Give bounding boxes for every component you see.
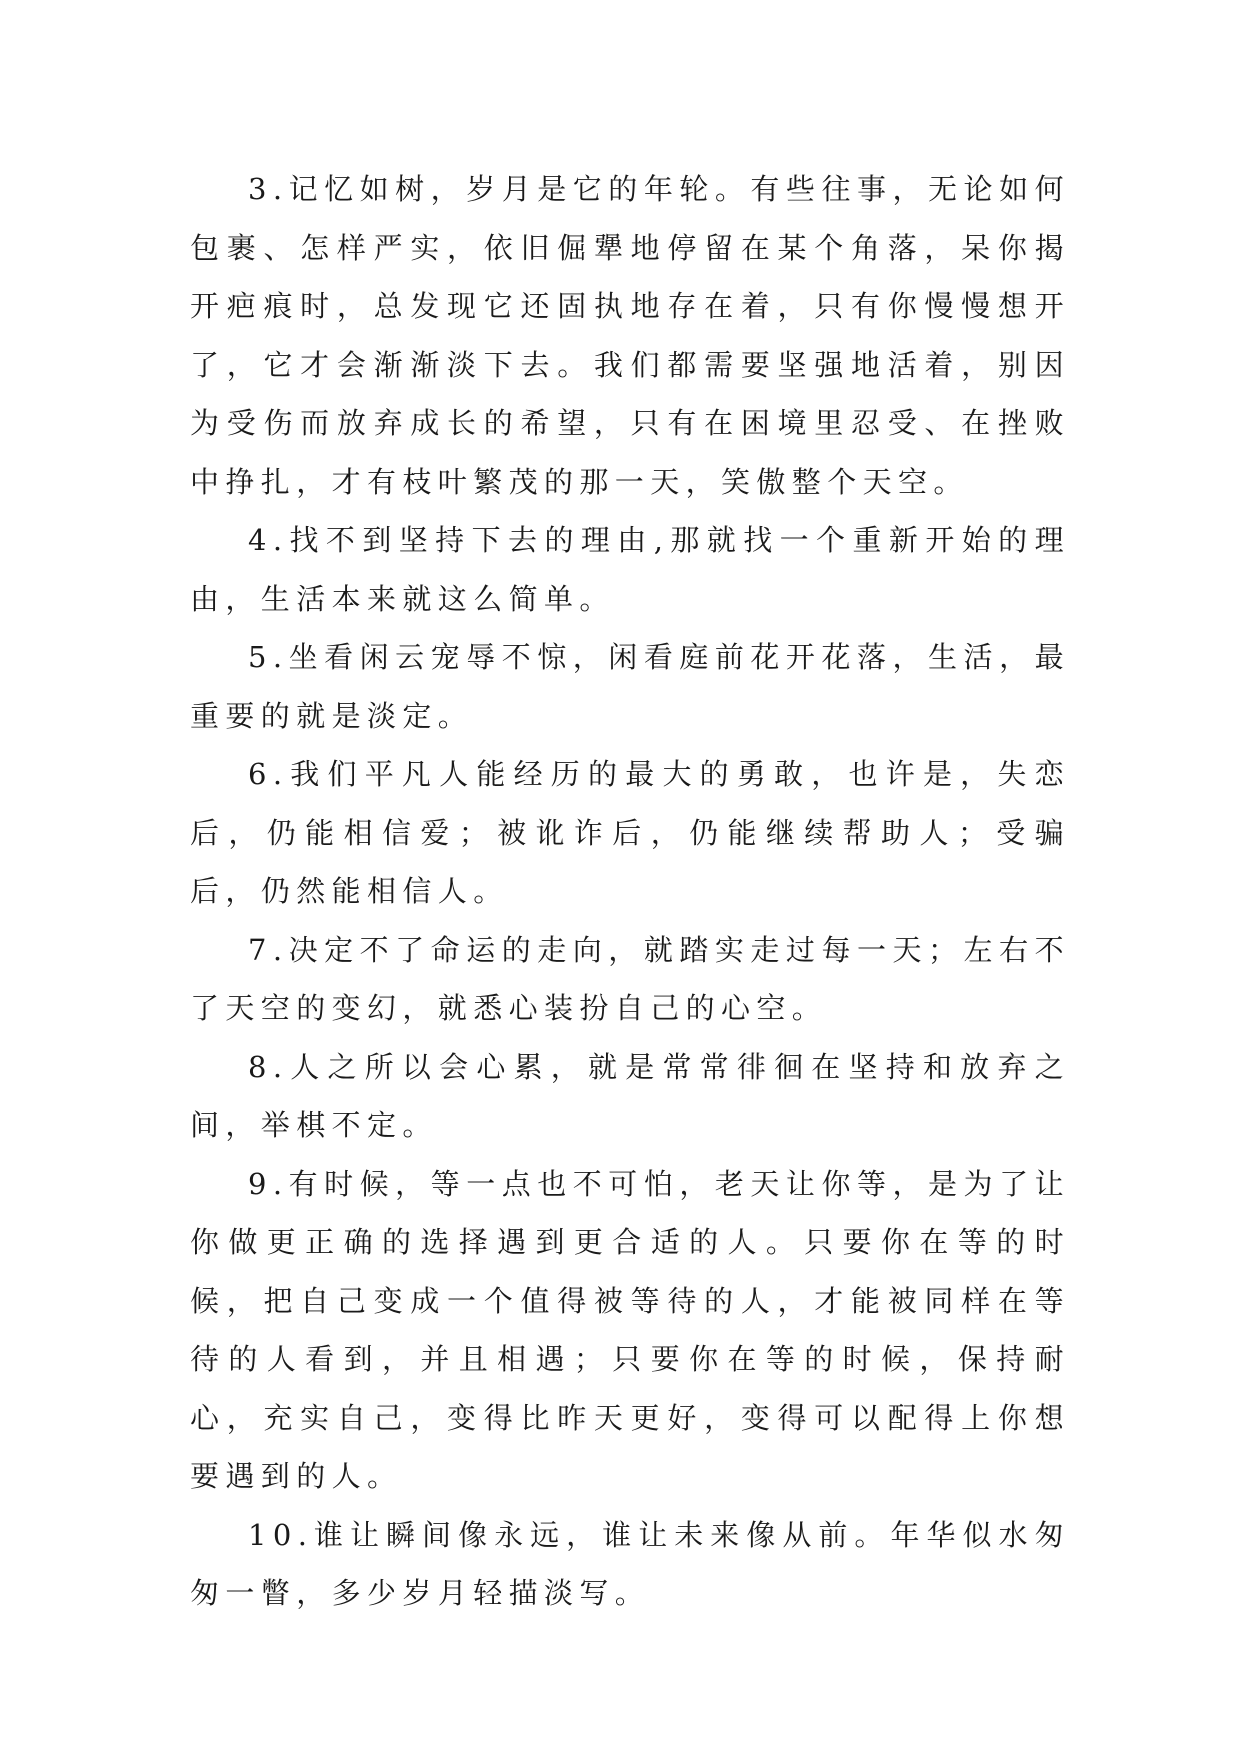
- paragraph-5: 5.坐看闲云宠辱不惊，闲看庭前花开花落，生活，最重要的就是淡定。: [190, 640, 1070, 733]
- paragraph-8: 8.人之所以会心累，就是常常徘徊在坚持和放弃之间，举棋不定。: [190, 1049, 1070, 1142]
- paragraph-3: 3.记忆如树，岁月是它的年轮。有些往事，无论如何包裹、怎样严实，依旧倔犟地停留在某个角落，呆你揭开疤痕时，总发现它还固执地存在着，只有你慢慢想开了，它才会渐渐淡下去。我们都需要坚强地活着，别因为受伤而放弃成长的希望，只有在困境里忍受、在挫败中挣扎，才有枝叶繁茂的那一天，笑傲整个天空。: [190, 172, 1070, 499]
- paragraph-9: 9.有时候，等一点也不可怕，老天让你等，是为了让你做更正确的选择遇到更合适的人。只要你在等的时候，把自己变成一个值得被等待的人，才能被同样在等待的人看到，并且相遇；只要你在等的时候，保持耐心，充实自己，变得比昨天更好，变得可以配得上你想要遇到的人。: [190, 1166, 1070, 1493]
- paragraph-7: 7.决定不了命运的走向，就踏实走过每一天；左右不了天空的变幻，就悉心装扮自己的心空。: [190, 932, 1070, 1025]
- paragraph-10: 10.谁让瞬间像永远，谁让未来像从前。年华似水匆匆一瞥，多少岁月轻描淡写。: [190, 1517, 1070, 1610]
- paragraph-4: 4.找不到坚持下去的理由,那就找一个重新开始的理由，生活本来就这么简单。: [190, 523, 1070, 616]
- document-body: [190, 160, 1070, 1623]
- paragraph-6: 6.我们平凡人能经历的最大的勇敢，也许是，失恋后，仍能相信爱；被讹诈后，仍能继续帮助人；受骗后，仍然能相信人。: [190, 757, 1070, 908]
